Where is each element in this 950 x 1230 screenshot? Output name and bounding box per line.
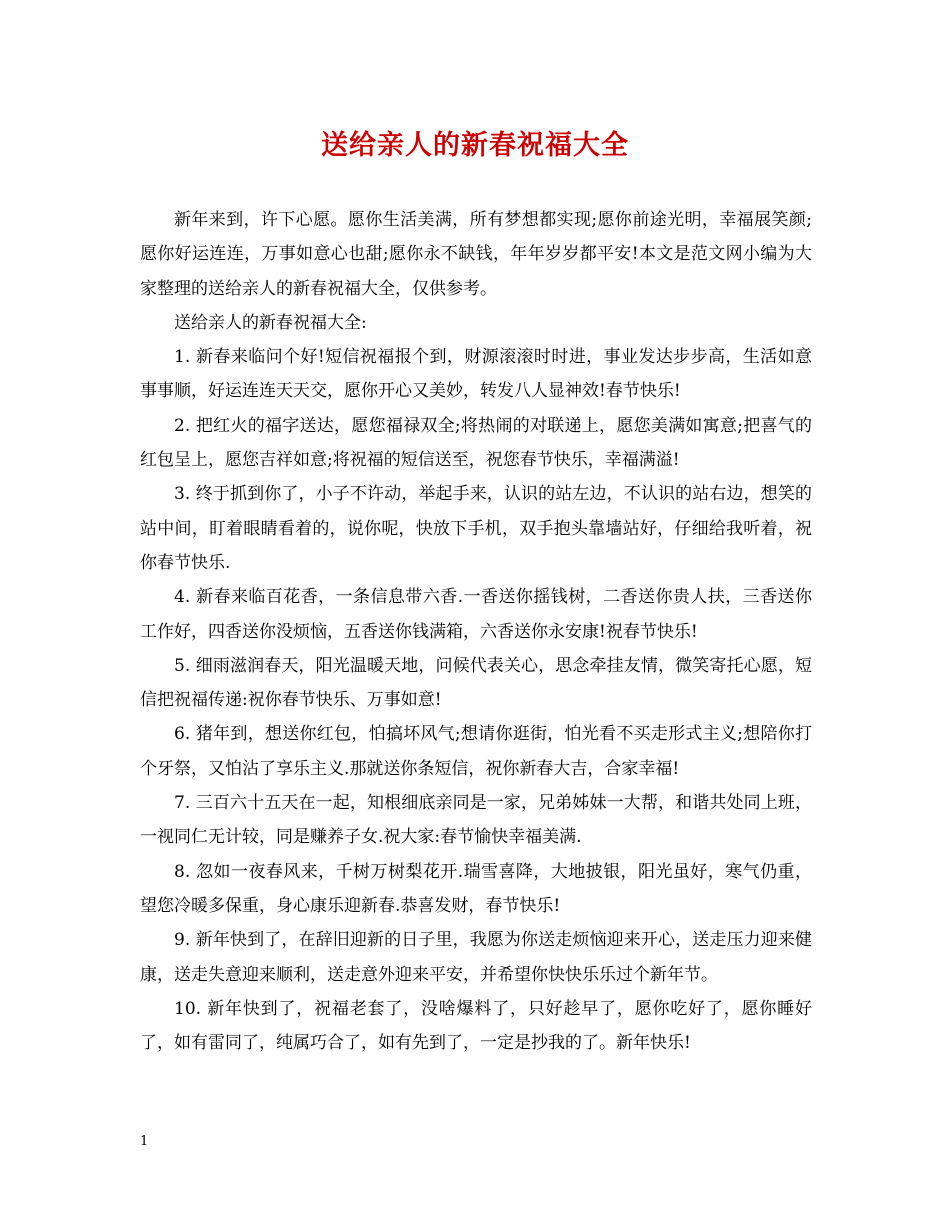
list-item: 8. 忽如一夜春风来，千树万树梨花开.瑞雪喜降，大地披银，阳光虽好，寒气仍重，望您冷暖多保重，身心康乐迎新春.恭喜发财，春节快乐! — [140, 861, 812, 916]
list-item: 3. 终于抓到你了，小子不许动，举起手来，认识的站左边，不认识的站右边，想笑的站中间，盯着眼睛看着的，说你呢，快放下手机，双手抱头靠墙站好，仔细给我听着，祝你春节快乐. — [140, 484, 812, 573]
page-number: 1 — [140, 1134, 149, 1149]
list-item: 6. 猪年到，想送你红包，怕搞坏风气;想请你逛街，怕光看不买走形式主义;想陪你打个牙祭，又怕沾了享乐主义.那就送你条短信，祝你新春大吉，合家幸福! — [140, 724, 812, 779]
list-item: 7. 三百六十五天在一起，知根细底亲同是一家，兄弟姊妹一大帮，和谐共处同上班，一视同仁无计较，同是赚养子女.祝大家:春节愉快幸福美满. — [140, 793, 812, 848]
list-item: 9. 新年快到了，在辞旧迎新的日子里，我愿为你送走烦恼迎来开心，送走压力迎来健康，送走失意迎来顺利，送走意外迎来平安，并希望你快快乐乐过个新年节。 — [140, 930, 812, 985]
list-item: 2. 把红火的福字送达，愿您福禄双全;将热闹的对联递上，愿您美满如寓意;把喜气的红包呈上，愿您吉祥如意;将祝福的短信送至，祝您春节快乐，幸福满溢! — [140, 415, 812, 471]
list-item: 10. 新年快到了，祝福老套了，没啥爆料了，只好趁早了，愿你吃好了，愿你睡好了，如有雷同了，纯属巧合了，如有先到了，一定是抄我的了。新年快乐! — [140, 998, 812, 1054]
document-body — [140, 203, 812, 1060]
list-item: 1. 新春来临问个好!短信祝福报个到，财源滚滚时时进，事业发达步步高，生活如意事事顺，好运连连天天交，愿你开心又美妙，转发八人显神效!春节快乐! — [140, 347, 812, 402]
list-item: 5. 细雨滋润春天，阳光温暖天地，问候代表关心，思念牵挂友情，微笑寄托心愿，短信把祝福传递:祝你春节快乐、万事如意! — [140, 655, 812, 711]
document-title: 送给亲人的新春祝福大全 — [321, 130, 629, 161]
list-item: 4. 新春来临百花香，一条信息带六香.一香送你摇钱树，二香送你贵人扶，三香送你工作好，四香送你没烦恼，五香送你钱满箱，六香送你永安康!祝春节快乐! — [140, 587, 812, 642]
intro-paragraph: 新年来到，许下心愿。愿你生活美满，所有梦想都实现;愿你前途光明，幸福展笑颜;愿你好运连连，万事如意心也甜;愿你永不缺钱，年年岁岁都平安!本文是范文网小编为大家整理的送给亲人的新春祝福大全，仅供参考。 — [140, 210, 812, 299]
section-heading: 送给亲人的新春祝福大全: — [174, 312, 367, 333]
